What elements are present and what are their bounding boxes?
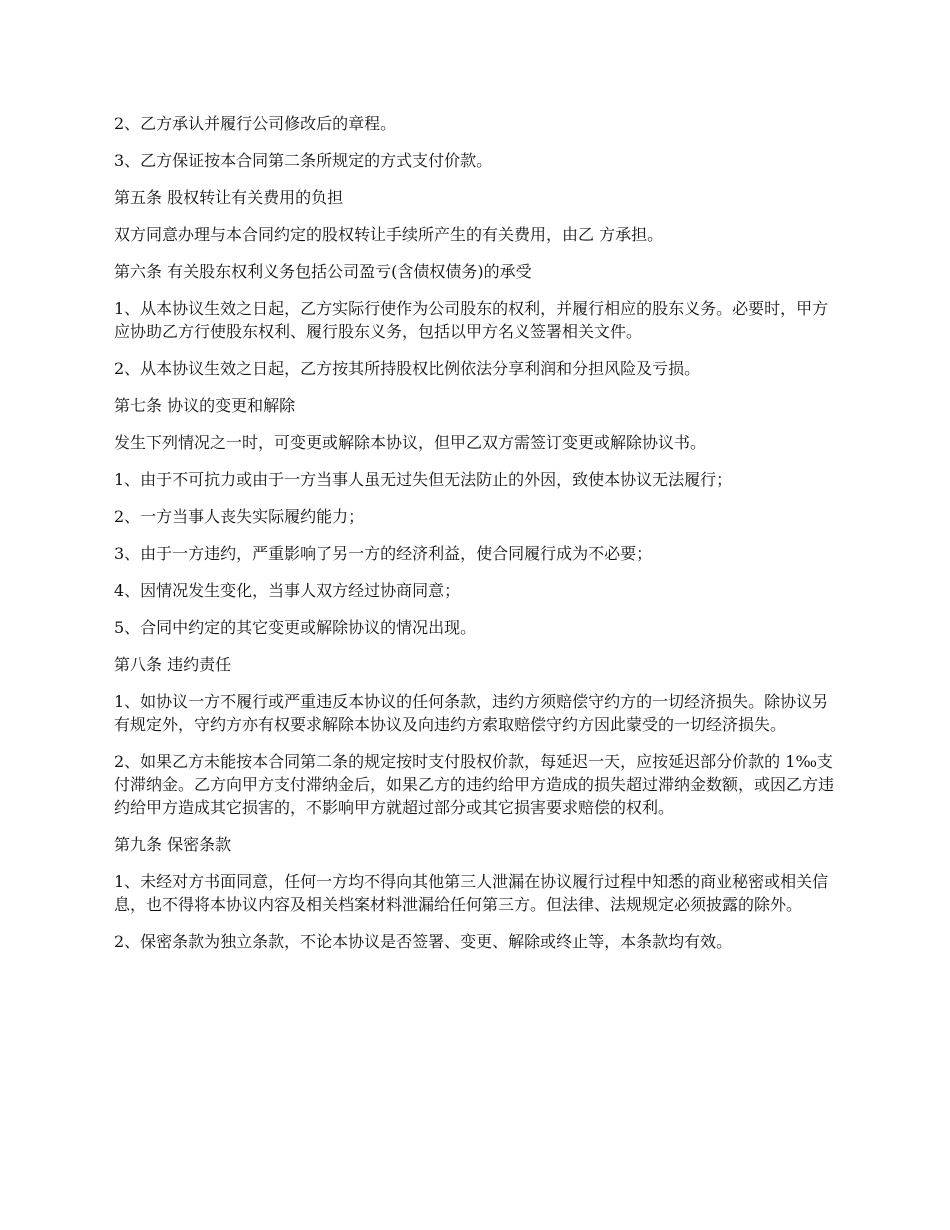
paragraph-clause-item: 2、从本协议生效之日起，乙方按其所持股权比例依法分享利润和分担风险及亏损。 bbox=[114, 359, 701, 378]
document-page bbox=[114, 112, 844, 967]
paragraph-clause-item: 2、一方当事人丧失实际履约能力； bbox=[114, 507, 365, 526]
section-heading-article-6: 第六条 有关股东权利义务包括公司盈亏(含债权债务)的承受 bbox=[114, 262, 532, 281]
section-heading-article-9: 第九条 保密条款 bbox=[114, 835, 232, 854]
paragraph-clause-item: 1、如协议一方不履行或严重违反本协议的任何条款，违约方须赔偿守约方的一切经济损失。除协议另有规定外，守约方亦有权要求解除本协议及向违约方索取赔偿守约方因此蒙受的一切经济损失。 bbox=[114, 692, 829, 734]
paragraph-clause-item: 4、因情况发生变化，当事人双方经过协商同意； bbox=[114, 581, 461, 600]
paragraph-clause-item: 2、如果乙方未能按本合同第二条的规定按时支付股权价款，每延迟一天，应按延迟部分价款的 1‰支付滞纳金。乙方向甲方支付滞纳金后，如果乙方的违约给甲方造成的损失超过滞纳金数额，或因乙方违约给甲方造成其它损害的，不影响甲方就超过部分或其它损害要求赔偿的权利。 bbox=[114, 752, 835, 817]
paragraph-clause-item: 1、从本协议生效之日起，乙方实际行使作为公司股东的权利，并履行相应的股东义务。必要时，甲方应协助乙方行使股东权利、履行股东义务，包括以甲方名义签署相关文件。 bbox=[114, 299, 829, 341]
section-heading-article-5: 第五条 股权转让有关费用的负担 bbox=[114, 188, 344, 207]
paragraph-clause-text: 双方同意办理与本合同约定的股权转让手续所产生的有关费用，由乙 方承担。 bbox=[114, 225, 664, 244]
paragraph-clause-item: 1、由于不可抗力或由于一方当事人虽无过失但无法防止的外因，致使本协议无法履行； bbox=[114, 470, 733, 489]
paragraph-clause-item: 3、由于一方违约，严重影响了另一方的经济利益，使合同履行成为不必要； bbox=[114, 544, 653, 563]
section-heading-article-8: 第八条 违约责任 bbox=[114, 655, 232, 674]
paragraph-clause-item: 3、乙方保证按本合同第二条所规定的方式支付价款。 bbox=[114, 151, 493, 170]
section-heading-article-7: 第七条 协议的变更和解除 bbox=[114, 396, 296, 415]
paragraph-clause-item: 2、乙方承认并履行公司修改后的章程。 bbox=[114, 114, 397, 133]
paragraph-clause-text: 发生下列情况之一时，可变更或解除本协议，但甲乙双方需签订变更或解除协议书。 bbox=[114, 433, 707, 452]
paragraph-clause-item: 1、未经对方书面同意，任何一方均不得向其他第三人泄漏在协议履行过程中知悉的商业秘密或相关信息，也不得将本协议内容及相关档案材料泄漏给任何第三方。但法律、法规规定必须披露的除外。 bbox=[114, 872, 829, 914]
paragraph-clause-item: 5、合同中约定的其它变更或解除协议的情况出现。 bbox=[114, 618, 477, 637]
paragraph-clause-item: 2、保密条款为独立条款，不论本协议是否签署、变更、解除或终止等，本条款均有效。 bbox=[114, 932, 733, 951]
